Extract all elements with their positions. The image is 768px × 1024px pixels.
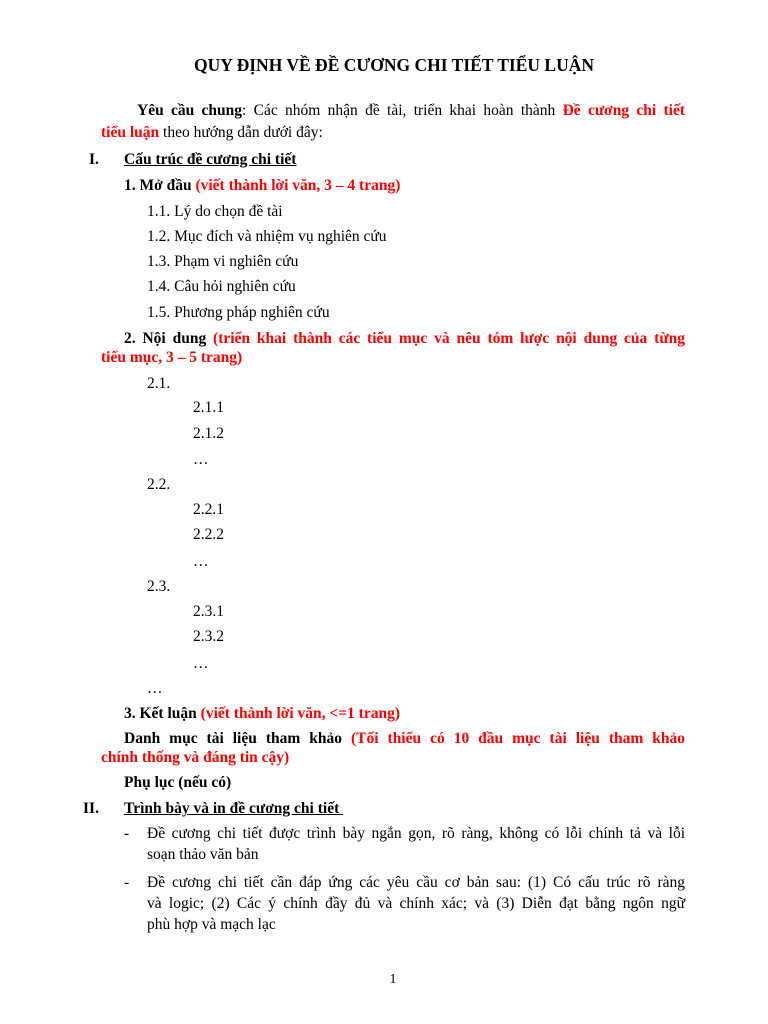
intro-item: 1.1. Lý do chọn đề tài — [147, 203, 283, 220]
intro-label: Yêu cầu chung — [137, 102, 243, 119]
section2-heading: Trình bày và in đề cương chi tiết — [124, 800, 344, 817]
appendix-heading: Phụ lục (nếu có) — [124, 774, 232, 791]
outline-item: 2.2.1 — [193, 501, 224, 518]
conclusion-heading — [124, 704, 400, 724]
intro-line-1 — [137, 101, 685, 121]
intro-item: 1.2. Mục đích và nhiệm vụ nghiên cứu — [147, 228, 387, 245]
intro-item: 1.4. Câu hỏi nghiên cứu — [147, 278, 296, 295]
intro-text-1: : Các nhóm nhận đề tài, triển khai hoàn thành — [242, 102, 563, 119]
intro-part-label: 1. Mở đầu — [124, 177, 192, 194]
outline-ellipsis: … — [147, 680, 163, 697]
outline-item: 2.3.1 — [193, 603, 224, 620]
outline-item: 2.1. — [147, 375, 171, 392]
bullet-2-line-3: phù hợp và mạch lạc — [147, 916, 276, 933]
outline-item: 2.2. — [147, 476, 171, 493]
intro-part-note: (viết thành lời văn, 3 – 4 trang) — [191, 177, 401, 194]
conclusion-note: (viết thành lời văn, <=1 trang) — [196, 705, 400, 722]
document-title: QUY ĐỊNH VỀ ĐỀ CƯƠNG CHI TIẾT TIỂU LUẬN — [194, 55, 594, 75]
references-label: Danh mục tài liệu tham khảo — [124, 730, 343, 747]
page-number: 1 — [389, 972, 397, 987]
bullet-2-line-1: Đề cương chi tiết cần đáp ứng các yêu cầu cơ bản sau: (1) Có cấu trúc rõ ràng — [147, 874, 685, 891]
bullet-symbol: - — [124, 825, 130, 842]
references-line-1 — [124, 729, 685, 749]
references-note-1: (Tối thiểu có 10 đầu mục tài liệu tham khảo — [342, 730, 685, 747]
intro-line-2 — [101, 123, 323, 143]
outline-item: 2.1.2 — [193, 425, 224, 442]
outline-ellipsis: … — [193, 655, 209, 672]
outline-item: 2.3. — [147, 578, 171, 595]
outline-ellipsis: … — [193, 553, 209, 570]
bullet-symbol: - — [124, 874, 130, 891]
intro-item: 1.3. Phạm vi nghiên cứu — [147, 253, 299, 270]
content-part-label: 2. Nội dung — [124, 330, 207, 347]
outline-item: 2.3.2 — [193, 628, 224, 645]
bullet-1-line-1: Đề cương chi tiết được trình bày ngắn gọn, rõ ràng, không có lỗi chính tả và lỗi — [147, 825, 685, 842]
intro-red-1: Đề cương chi tiết — [562, 102, 685, 119]
intro-item: 1.5. Phương pháp nghiên cứu — [147, 304, 330, 321]
content-part-line-1 — [124, 329, 685, 349]
conclusion-label: 3. Kết luận — [124, 705, 197, 722]
content-part-note-2: tiểu mục, 3 – 5 trang) — [101, 349, 243, 366]
bullet-1-line-2: soạn thảo văn bản — [147, 846, 259, 863]
references-note-2: chính thống và đáng tin cậy) — [101, 749, 290, 766]
section1-heading: Cấu trúc đề cương chi tiết — [124, 151, 297, 168]
section2-number: II. — [83, 800, 99, 817]
outline-item: 2.1.1 — [193, 399, 224, 416]
intro-red-2: tiểu luận — [101, 124, 160, 141]
content-part-note-1: (triển khai thành các tiểu mục và nêu tóm lược nội dung của từng — [206, 330, 685, 347]
section1-number: I. — [89, 151, 99, 168]
intro-part-heading — [124, 176, 400, 196]
outline-ellipsis: … — [193, 451, 209, 468]
bullet-2-line-2: và logic; (2) Các ý chính đầy đủ và chính xác; và (3) Diễn đạt bằng ngôn ngữ — [147, 895, 685, 912]
intro-text-2: theo hướng dẫn dưới đây: — [159, 124, 323, 141]
outline-item: 2.2.2 — [193, 526, 224, 543]
